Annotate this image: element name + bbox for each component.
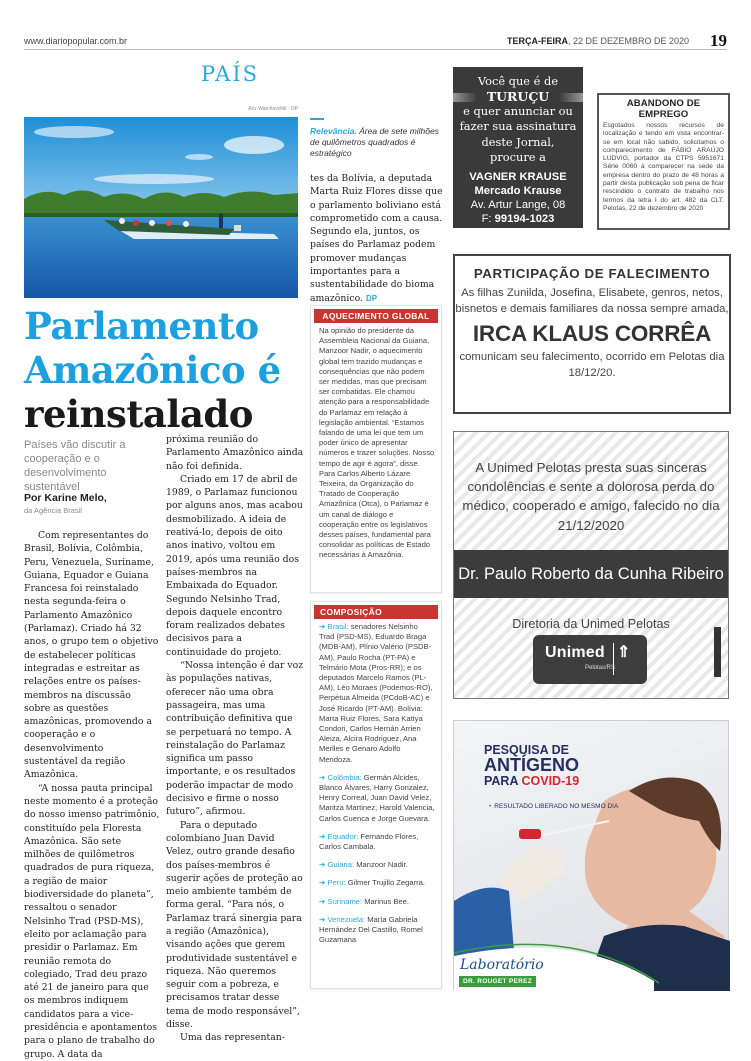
pilot — [219, 214, 223, 228]
ad-phone — [453, 212, 583, 226]
headline-line-1: Parlamento — [24, 304, 259, 348]
unimed-logo — [533, 635, 647, 684]
passenger — [183, 221, 189, 227]
article-paragraph: Uma das representan- — [180, 1032, 285, 1044]
notice-title: PARTICIPAÇÃO DE FALECIMENTO — [473, 266, 711, 281]
notice-text-2: comunicam seu falecimento, ocorrido em Pelotas dia 18/12/20. — [459, 351, 725, 379]
arrow-right-icon: ➔ — [319, 914, 326, 924]
headline-line-2: ANTÍGENO — [484, 755, 580, 775]
box-list — [311, 622, 441, 959]
author-byline: Por Karine Melo, — [24, 492, 107, 504]
headline-line-1: PESQUISA DE — [484, 743, 569, 757]
arrow-right-icon: ➔ — [319, 622, 326, 631]
author-organization: da Agência Brasil — [24, 506, 82, 515]
condolence-text: A Unimed Pelotas presta suas sinceras condolências e sente a dolorosa perda do médico, cooperado e amigo, falecido no dia 21/12/2020 — [462, 460, 720, 533]
article-paragraph — [310, 172, 444, 305]
logo-city: Pelotas/RS — [585, 665, 616, 671]
article-subtitle: Países vão discutir a cooperação e o desenvolvimento sustentável — [24, 439, 126, 493]
members-text: Germán Alcides, Blanco Álvares, Harry Gonzalez, Henry Correal, Juan David Velez, Maritza Martinez, Harold Valencia, Carlos Cuenca e Jorge Guevara. — [319, 772, 435, 823]
headline-covid: COVID-19 — [521, 774, 580, 788]
article-paragraph: “A nossa pauta principal neste momento é a proteção do nosso imenso patrimônio, constituído pela Floresta Amazônica. São sete milhões de quilômetros quadrados de pura riqueza, a região de maior biodiversidade do planeta”, ressaltou o senador Nelsinho Trad (PSD-MS), eleito por aclamação para presidir o Parlamaz. Em reunião remota do colegiado, Trad deu prazo até 21 de janeiro para que os membros indiquem candidatos para a vice-presidência e apontamentos para o plano de trabalho do grupo. A data da — [24, 782, 160, 1060]
country-name: Peru: — [327, 878, 346, 888]
ad-line: deste Jornal, — [481, 134, 555, 149]
bullet-icon: • — [489, 803, 492, 810]
headline-line-2: Amazônico é — [24, 348, 281, 392]
article-column-3 — [310, 172, 444, 305]
ad-turucu-subscription[interactable] — [453, 67, 583, 228]
passenger — [133, 220, 139, 226]
article-paragraph-text: tes da Bolívia, a deputada Marta Ruiz Flores disse que o parlamento boliviano está comprometido com a causa. Segundo ela, juntos, os países do Parlamaz podem promover mudanças importantes para a sustentabilidade do bioma amazônico. — [310, 173, 443, 304]
composition-item — [319, 773, 435, 824]
notice-participacao-falecimento — [453, 254, 731, 414]
cloud — [34, 126, 114, 138]
sidebar-box-aquecimento-global — [310, 305, 442, 593]
composition-item — [319, 878, 435, 888]
country-name: Colômbia: — [327, 772, 362, 782]
cloud — [94, 174, 214, 184]
river-boat-illustration — [24, 117, 298, 298]
country-name: Equador: — [327, 831, 359, 841]
site-url[interactable]: www.diariopopular.com.br — [24, 36, 128, 46]
country-name: Suriname: — [327, 896, 363, 906]
section-title: PAÍS — [200, 62, 260, 86]
composition-item — [319, 897, 435, 907]
country-name: Brasil: — [327, 622, 349, 631]
headline-line-3: reinstalado — [24, 392, 253, 436]
ad-contact-name: VAGNER KRAUSE — [469, 170, 567, 183]
members-text: Manzoor Nadir. — [354, 860, 408, 870]
members-text: senadores Nelsinho Trad (PSD-MS), Eduardo Braga (MDB-AM), Plínio Valério (PSDB-AM), Paulo Rocha (PT-PA) e Telmário Mota (Pros-RR); e os deputados Marcelo Ramos (PL-AM), Léo Moraes (Podemos-RO), Perpétua Almeida (PCdoB-AC) e José Ricardo (PT-AM). Bolívia: Marta Ruiz Flores, Sara Kattya Condori, Carlos Hernán Arrien Aleiza, Alcira Rodriguez, Ana Merlles e Genaro Adolfo Mendoza. — [319, 622, 433, 764]
phone-number: 99194-1023 — [494, 212, 555, 225]
ad-address: Av. Artur Lange, 08 — [470, 198, 566, 211]
ad-bullet — [489, 803, 619, 811]
logo-wordmark: Unimed — [545, 644, 605, 661]
article-paragraph: Criado em 17 de abril de 1989, o Parlamaz funcionou por alguns anos, mas acabou desmobilizado. A ideia de reativá-lo, depois de oito anos inativo, voltou em 2019, após uma reunião dos países-membros na Embaixada do Equador. Segundo Nelsinho Trad, depois daquele encontro foram realizados debates decisivos para a continuidade do projeto. — [166, 473, 303, 658]
ad-covid-antigen-test[interactable] — [453, 720, 729, 990]
riverbank — [24, 213, 298, 217]
arrow-right-icon: ➔ — [319, 772, 326, 782]
ad-town-name: TURUÇU — [453, 90, 583, 104]
members-text: Fernando Flores, Carlos Cambala. — [319, 831, 419, 852]
cloud — [224, 136, 284, 154]
passenger — [119, 218, 125, 224]
box-title: COMPOSIÇÃO — [314, 605, 438, 619]
phone-prefix: F: — [481, 212, 495, 225]
article-paragraph: “Nossa intenção é dar voz às populações nativas, oferecer não uma obra passageira, mas uma contribuição definitiva que se perpetuará no tempo. A reinstalação do Parlamaz significa um passo importante, e os resultados poderão impactar de modo decisivo e firme o nosso futuro”, afirmou. — [166, 660, 304, 818]
article-paragraph: Para o deputado colombiano Juan David Velez, outro grande desafio dos países-membros é sugerir ações de proteção ao meio ambiente também de forma geral. “Para nós, o Parlamaz trará sinergia para a região (Amazônica), visando ações que gerem produtividade sustentável e riqueza. Não queremos seguir com a pobreza, e precisamos tratar desse tema de modo responsável”, disse. — [166, 819, 303, 1031]
edition-date — [507, 36, 689, 46]
ad-line: e quer anunciar ou — [463, 103, 573, 118]
tree-icon: ⇑ — [617, 644, 631, 661]
arrow-right-icon: ➔ — [319, 860, 326, 870]
article-paragraph: próxima reunião do Parlamento Amazônico ainda não foi definida. — [166, 434, 304, 472]
article-photo-boat-amazon — [24, 117, 298, 298]
caption-accent-bar — [310, 118, 324, 120]
article-column-1 — [24, 529, 160, 1061]
ad-code-strip — [714, 627, 721, 677]
edition-weekday: TERÇA-FEIRA — [506, 36, 568, 46]
passenger — [166, 220, 172, 226]
ad-headline — [484, 743, 579, 788]
notice-abandono-emprego — [597, 93, 730, 230]
arrow-right-icon: ➔ — [319, 896, 326, 906]
composition-item — [319, 622, 435, 765]
article-column-2 — [166, 433, 304, 1045]
deceased-name-band: Dr. Paulo Roberto da Cunha Ribeiro — [454, 550, 728, 598]
article-paragraph: Com representantes do Brasil, Bolívia, Colômbia, Peru, Venezuela, Suriname, Guiana, Equador e Guiana Francesa foi reinstalado nesta segunda-feira o Parlamento Amazônico (Parlamaz). Criado há 32 anos, o grupo tem o objetivo de estabelecer políticas integradas e estreitar as relações entre os países-membros na discussão sobre as questões amazônicas, promovendo a cooperação e o desenvolvimento sustentável da região Amazônica. — [24, 530, 159, 781]
ad-line: Você que é de — [477, 74, 559, 88]
notice-text: Esgotados nossos recursos de localização e tendo em vista encontrar-se em local não sabido, solicitamos o comparecimento de FÁBIO ARAÚJO LUDVIG, portador da CTPS 5951671 Série 0060 à comparecer na sede da empresa dentro do prazo de 48 horas a partir desta publicação sob pena de ficar rescindido o contrato de trabalho nos termos da letra I do art. 482 da CLT. Pelotas, 22 de dezembro de 2020 — [603, 122, 724, 212]
page-number: 19 — [710, 31, 727, 50]
photo-credit: Ariz Warchavchik · DP — [248, 106, 298, 112]
dp-end-mark: DP — [365, 293, 378, 303]
arrow-right-icon: ➔ — [319, 831, 326, 841]
bullet-text: RESULTADO LIBERADO NO MESMO DIA — [494, 803, 619, 810]
ad-unimed-condolences[interactable] — [453, 431, 729, 699]
passenger — [149, 220, 155, 226]
photo-caption — [310, 118, 440, 159]
headline-line-3a: PARA — [484, 774, 522, 788]
members-text: María Gabriela Hernández Del Castillo, Romel Guzamana — [319, 914, 423, 945]
notice-title: ABANDONO DE EMPREGO — [626, 98, 701, 120]
article-headline — [24, 304, 304, 436]
box-text: Na opinião do presidente da Assembleia Nacional da Guiana, Manzoor Nadir, o aquecimento global tem trazido mudanças e consequências que não podem ser medidas, mas que precisam ser combatidas. Ele chamou atenção para a responsabilidade do Parlamaz em relação à legislação ambiental. “Estamos falando de uma lei que tem um poder único de apresentar números e trazer soluções. Nosso tempo de agir é agora”, disse. Para Carlos Alberto Lázare Teixeira, da Organização do Tratado de Cooperação Amazônica (Otca), o Parlamaz é um canal de diálogo e cooperação entre os legislativos desses países, fundamental para consolidar as políticas de Estado necessárias à Amazônia. — [319, 326, 435, 560]
ad-line: procure a — [490, 150, 546, 164]
cloud — [185, 154, 213, 160]
country-name: Guiana: — [327, 860, 355, 870]
ad-store-name: Mercado Krause — [474, 184, 562, 197]
headline-line-3 — [484, 774, 579, 788]
notice-text: As filhas Zunilda, Josefina, Elisabete, genros, netos, bisnetos e demais familiares da nossa sempre amada, — [455, 287, 729, 315]
signature: Diretoria da Unimed Pelotas — [512, 616, 670, 631]
ad-line: fazer sua assinatura — [459, 119, 577, 133]
composition-item — [319, 860, 435, 870]
edition-date-text: , 22 DE DEZEMBRO DE 2020 — [567, 36, 689, 46]
members-text: Marinus Bee. — [362, 896, 409, 906]
composition-item — [319, 832, 435, 852]
composition-item — [319, 915, 435, 946]
lab-logo-script: Laboratório — [460, 957, 544, 973]
country-name: Venezuela: — [327, 914, 366, 924]
caption-text: Área de sete milhões de quilômetros quadrados é estratégico — [310, 126, 439, 158]
deceased-name: IRCA KLAUS CORRÊA — [472, 321, 712, 346]
outboard-motor — [234, 225, 241, 231]
caption-lead: Relevância. — [310, 126, 357, 136]
sidebar-box-composicao — [310, 601, 442, 989]
members-text: Gilmer Trujillo Zegarra. — [345, 878, 425, 888]
swab-cap — [519, 829, 541, 839]
lab-logo-name: DR. ROUGET PEREZ — [459, 976, 536, 987]
arrow-right-icon: ➔ — [319, 878, 326, 888]
box-title: AQUECIMENTO GLOBAL — [314, 309, 438, 323]
header-rule — [24, 49, 727, 50]
